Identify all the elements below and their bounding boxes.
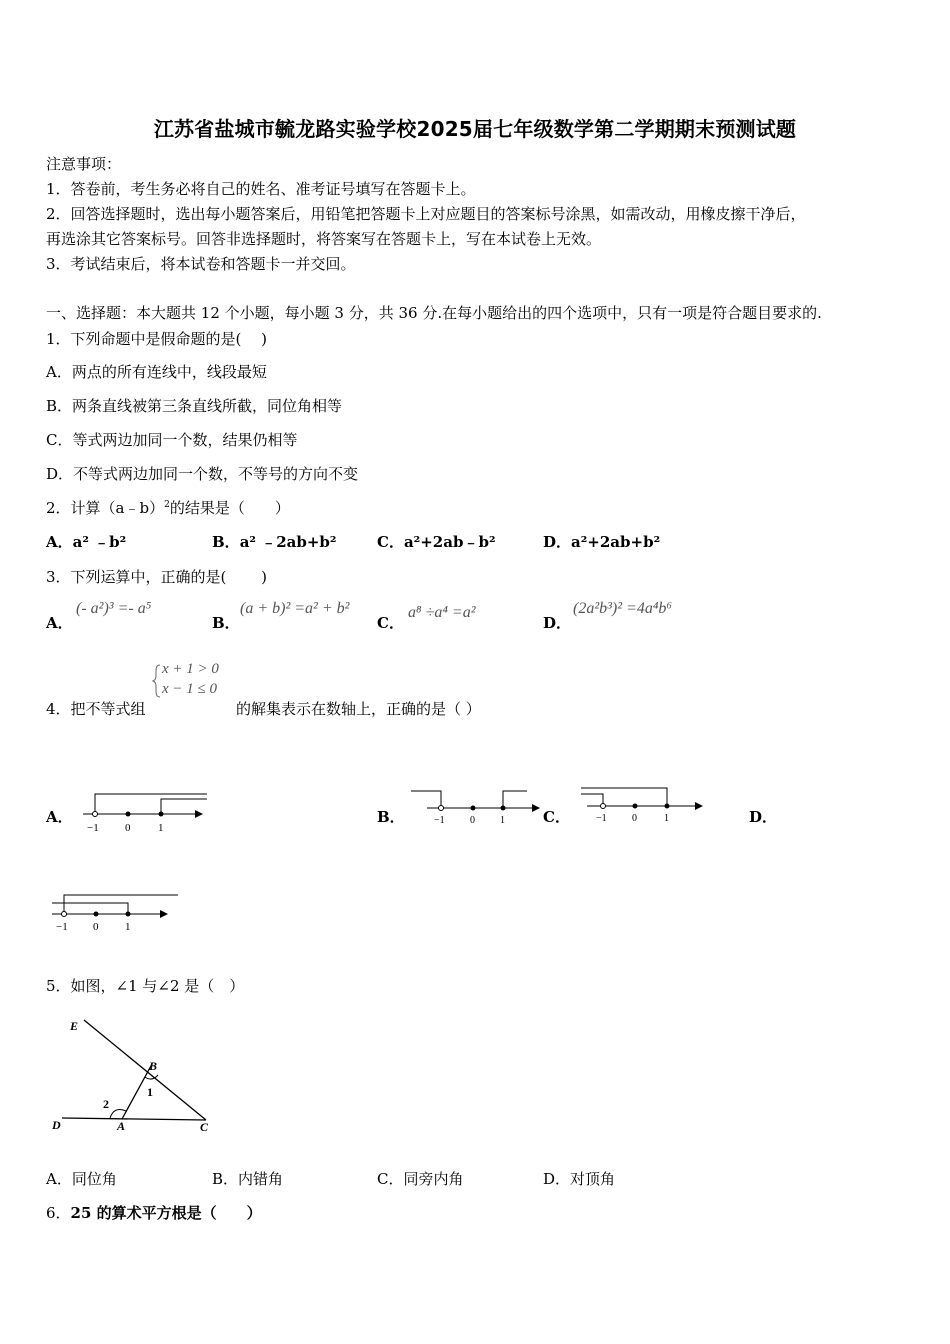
q4-option-a-numberline [75, 790, 215, 838]
q5-stem: 5．如图，∠1 与∠2 是（ ） [46, 977, 245, 995]
q4-option-a-label: A． [46, 808, 73, 826]
system-line-1: x + 1 > 0 [162, 661, 219, 677]
q2-stem [46, 497, 290, 518]
q2-stem-post: 的结果是（ ） [169, 499, 290, 517]
q2-option-d [543, 531, 660, 552]
inequality-system [152, 661, 236, 701]
label-e: E [70, 1019, 79, 1033]
q4-option-c-label: C． [543, 808, 570, 826]
label-angle-1: 1 [147, 1085, 153, 1099]
label-angle-2: 2 [103, 1097, 109, 1111]
tick-label: 0 [125, 822, 131, 834]
tick-label: 0 [93, 921, 99, 933]
notice-item-3: 3．考试结束后，将本试卷和答题卡一并交回。 [46, 255, 356, 273]
tick-label: −1 [596, 813, 607, 824]
q1-option-b: B．两条直线被第三条直线所截，同位角相等 [46, 397, 343, 415]
notice-item-2-cont: 再选涂其它答案标号。回答非选择题时，将答案写在答题卡上，写在本试卷上无效。 [46, 230, 602, 248]
q4-option-d-numberline [48, 888, 188, 938]
label-b: B [149, 1059, 158, 1073]
q1-option-c: C．等式两边加同一个数，结果仍相等 [46, 431, 298, 449]
q1-stem: 1．下列命题中是假命题的是( ) [46, 330, 268, 348]
q6-stem [46, 1202, 262, 1223]
tick-label: 1 [664, 813, 669, 824]
page-title: 江苏省盐城市毓龙路实验学校2025届七年级数学第二学期期末预测试题 [153, 117, 797, 141]
q3-option-c-expr: a⁸ ÷a⁴ =a² [408, 604, 476, 621]
q2-option-a-label: A． [46, 533, 73, 551]
q2-option-a-text: a² ﹣b² [72, 533, 127, 551]
label-d: D [52, 1118, 61, 1132]
notice-item-2: 2．回答选择题时，选出每小题答案后，用铅笔把答题卡上对应题目的答案标号涂黑，如需改动，用橡皮擦干净后， [46, 205, 806, 223]
q5-option-b: B．内错角 [212, 1170, 284, 1188]
q2-option-d-text: a²+2ab+b² [571, 533, 661, 551]
label-c: C [200, 1120, 209, 1134]
q4-stem-post: 的解集表示在数轴上，正确的是（ ） [236, 700, 481, 718]
q2-option-c [377, 531, 496, 552]
tick-label: −1 [56, 921, 68, 933]
q6-number: 6． [46, 1204, 71, 1222]
q4-option-b-numberline [405, 786, 545, 830]
q6-text: 25 的算术平方根是（ ） [70, 1204, 262, 1222]
q2-option-b [212, 531, 336, 552]
q5-option-a: A．同位角 [46, 1170, 117, 1188]
q3-stem: 3．下列运算中，正确的是( ) [46, 568, 268, 586]
tick-label: 0 [632, 813, 637, 824]
q2-option-c-text: a²+2ab﹣b² [403, 533, 496, 551]
q2-option-b-text: a² ﹣2ab+b² [239, 533, 337, 551]
q2-option-b-label: B． [212, 533, 240, 551]
tick-label: 0 [470, 815, 475, 826]
system-line-2: x − 1 ≤ 0 [162, 681, 218, 697]
tick-label: −1 [87, 822, 99, 834]
label-a: A [117, 1119, 126, 1133]
q4-option-b-label: B． [377, 808, 405, 826]
q5-option-c: C．同旁内角 [377, 1170, 464, 1188]
q3-option-a-expr: (- a²)³ =- a⁵ [76, 600, 152, 617]
q5-angle-figure [46, 1012, 226, 1137]
q3-option-d-expr: (2a²b³)² =4a⁴b⁶ [573, 600, 672, 617]
notice-item-1: 1．答卷前，考生务必将自己的姓名、准考证号填写在答题卡上。 [46, 180, 476, 198]
notice-heading: 注意事项： [46, 155, 122, 173]
q2-option-c-label: C． [377, 533, 404, 551]
tick-label: 1 [500, 815, 505, 826]
q5-option-d: D．对顶角 [543, 1170, 616, 1188]
q4-option-d-label: D． [749, 808, 778, 826]
section-heading: 一、选择题：本大题共 12 个小题，每小题 3 分，共 36 分.在每小题给出的四个选项中，只有一项是符合题目要求的. [46, 304, 822, 322]
q4-option-c-numberline [575, 782, 715, 826]
q2-stem-pre: 2．计算（a﹣b） [46, 499, 165, 517]
q2-stem-sup: 2 [164, 500, 170, 510]
q3-option-c-label: C． [377, 614, 404, 632]
q2-option-d-label: D． [543, 533, 572, 551]
q2-option-a [46, 531, 126, 552]
q1-option-a: A．两点的所有连线中，线段最短 [46, 363, 267, 381]
tick-label: 1 [158, 822, 164, 834]
tick-label: −1 [434, 815, 445, 826]
q3-option-b-expr: (a + b)² =a² + b² [240, 600, 350, 617]
q3-option-a-label: A． [46, 614, 73, 632]
tick-label: 1 [125, 921, 131, 933]
q4-stem-pre: 4．把不等式组 [46, 700, 146, 718]
q3-option-d-label: D． [543, 614, 572, 632]
q3-option-b-label: B． [212, 614, 240, 632]
q1-option-d: D．不等式两边加同一个数，不等号的方向不变 [46, 465, 359, 483]
